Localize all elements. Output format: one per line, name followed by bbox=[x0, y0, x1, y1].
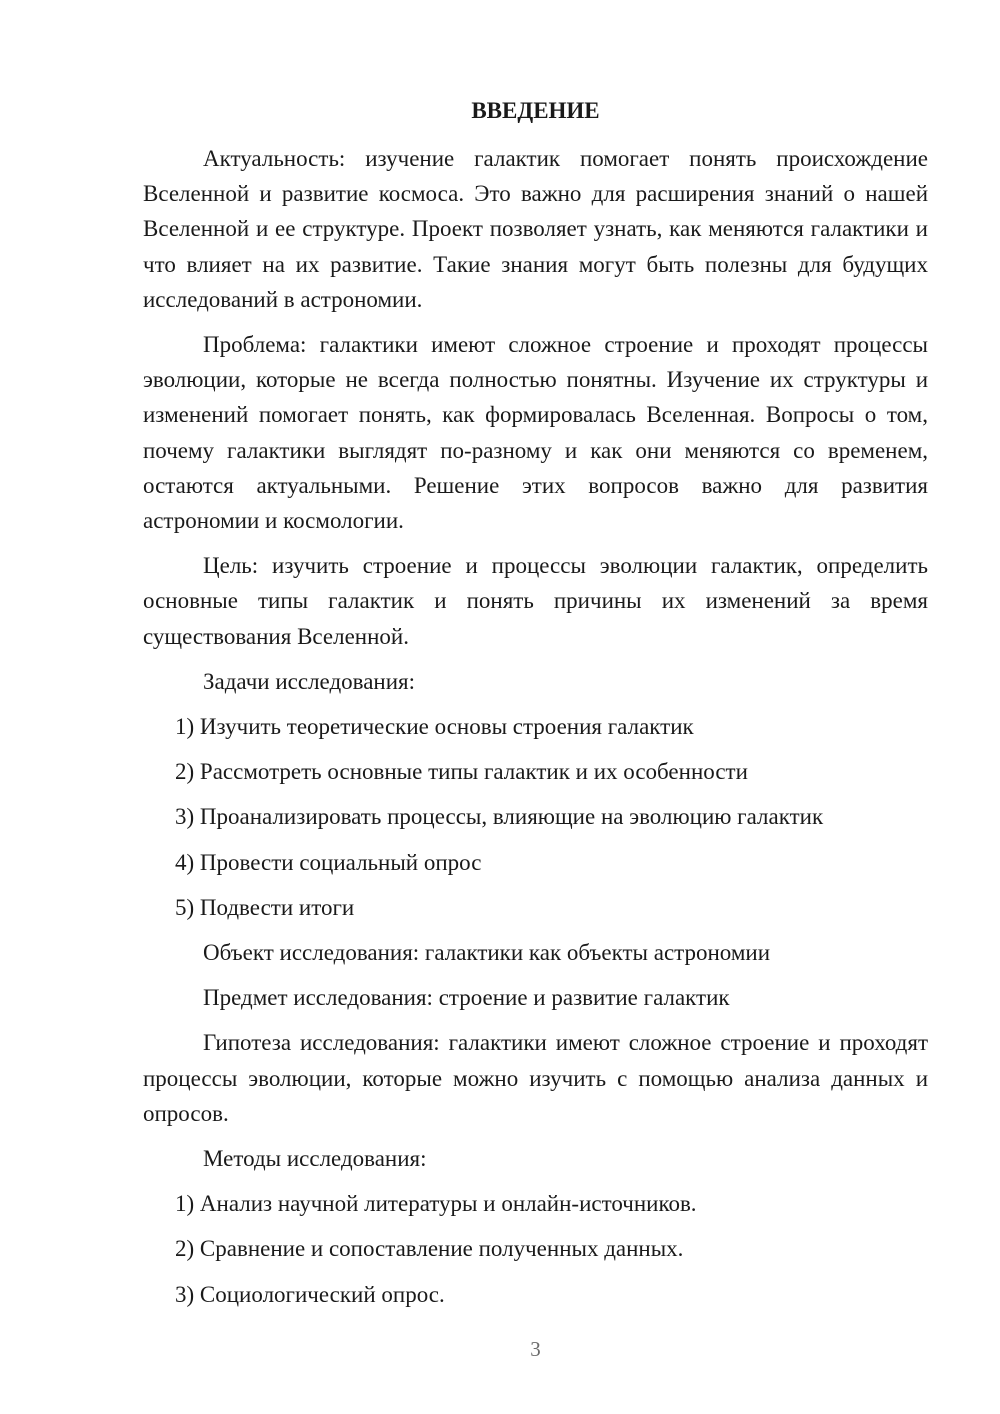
relevance-paragraph: Актуальность: изучение галактик помогает понять происхождение Вселенной и развитие космоса. Это важно для расширения знаний о нашей Вселенной и ее структуре. Проект позволяет узнать, как меняются галактики и что влияет на их развитие. Такие знания могут быть полезны для будущих исследований в астрономии. bbox=[143, 146, 928, 312]
goal-paragraph: Цель: изучить строение и процессы эволюции галактик, определить основные типы галактик и понять причины их изменений за время существования Вселенной. bbox=[143, 553, 928, 649]
list-item: 2) Сравнение и сопоставление полученных данных. bbox=[175, 1236, 684, 1262]
list-item: 2) Рассмотреть основные типы галактик и их особенности bbox=[175, 759, 748, 785]
list-item: 1) Изучить теоретические основы строения галактик bbox=[175, 714, 694, 740]
list-item: 4) Провести социальный опрос bbox=[175, 849, 482, 875]
document-page bbox=[143, 0, 928, 1414]
document-body bbox=[143, 141, 928, 1312]
page-number: 3 bbox=[530, 1337, 541, 1361]
list-item: 1) Анализ научной литературы и онлайн-источников. bbox=[175, 1191, 697, 1217]
list-item: 3) Проанализировать процессы, влияющие на эволюцию галактик bbox=[175, 804, 824, 830]
methods-label: Методы исследования: bbox=[203, 1146, 427, 1172]
tasks-label: Задачи исследования: bbox=[203, 668, 416, 694]
hypothesis-paragraph: Гипотеза исследования: галактики имеют сложное строение и проходят процессы эволюции, которые можно изучить с помощью анализа данных и опросов. bbox=[143, 1030, 928, 1126]
object-line: Объект исследования: галактики как объекты астрономии bbox=[203, 940, 771, 966]
tasks-list bbox=[143, 709, 928, 925]
list-item: 5) Подвести итоги bbox=[175, 894, 355, 920]
problem-paragraph: Проблема: галактики имеют сложное строение и проходят процессы эволюции, которые не всегда полностью понятны. Изучение их структуры и изменений помогает понять, как формировалась Вселенная. Вопросы о том, почему галактики выглядят по-разному и как они меняются со временем, остаются актуальными. Решение этих вопросов важно для развития астрономии и космологии. bbox=[143, 332, 928, 534]
methods-list bbox=[143, 1186, 928, 1312]
page-title: ВВЕДЕНИЕ bbox=[471, 98, 600, 123]
list-item: 3) Социологический опрос. bbox=[175, 1281, 445, 1307]
subject-line: Предмет исследования: строение и развитие галактик bbox=[203, 985, 730, 1011]
